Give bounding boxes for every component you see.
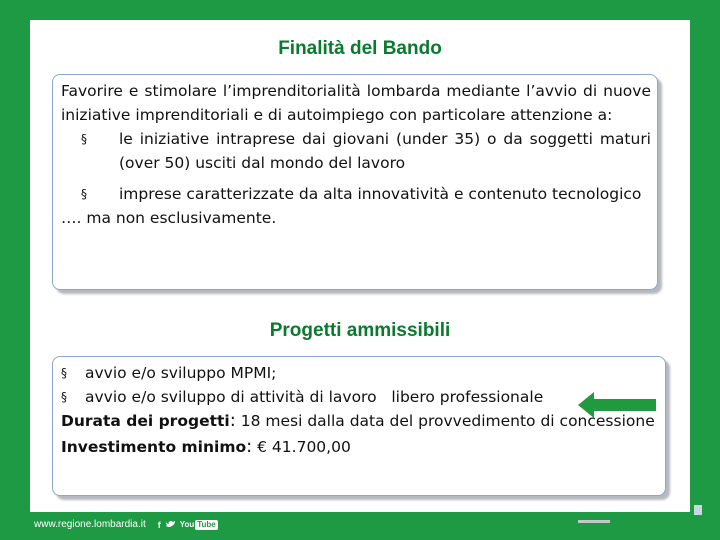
left-arrow-icon (578, 390, 658, 420)
page-marker (694, 505, 702, 515)
investment-value: € 41.700,00 (252, 438, 351, 456)
bullet-text: le iniziative intraprese dai giovani (under 35) o da soggetti maturi (over 50) usciti dal mondo del lavoro (119, 130, 651, 172)
duration-value: 18 mesi dalla data del provvedimento di concessione (235, 412, 655, 430)
bullet-marker: § (81, 132, 87, 146)
finalita-box (52, 74, 658, 290)
slide (30, 20, 690, 512)
footer (34, 519, 218, 530)
title-progetti: Progetti ammissibili (269, 320, 451, 341)
twitter-icon[interactable] (165, 520, 176, 529)
investment-line (61, 435, 659, 459)
bullet-marker: § (61, 366, 67, 380)
duration-colon: : (229, 410, 236, 431)
duration-label: Durata dei progetti (61, 412, 230, 430)
finalita-closing: …. ma non esclusivamente. (61, 209, 277, 227)
facebook-icon[interactable]: f (157, 519, 161, 530)
title-finalita: Finalità del Bando (278, 38, 442, 59)
bullet-marker: § (61, 390, 67, 404)
list-item (61, 385, 659, 409)
footer-url[interactable]: www.regione.lombardia.it (34, 519, 146, 530)
finalita-intro: Favorire e stimolare l’imprenditorialità lombarda mediante l’avvio di nuove iniziative imprenditoriali e di autoimpiego con particolare attenzione a: (61, 82, 651, 124)
investment-label: Investimento minimo (61, 438, 247, 456)
divider (578, 520, 610, 523)
progetti-box (52, 356, 666, 496)
bullet-text: imprese caratterizzate da alta innovatività e contenuto tecnologico (119, 185, 642, 203)
duration-line (61, 409, 659, 433)
youtube-icon[interactable]: You Tube (179, 519, 216, 529)
bullet-text: avvio e/o sviluppo MPMI; (85, 364, 277, 382)
list-item (81, 127, 651, 175)
bullet-marker: § (81, 187, 87, 201)
investment-colon: : (246, 436, 253, 457)
list-item (61, 361, 659, 385)
bullet-text: avvio e/o sviluppo di attività di lavoro libero professionale (85, 388, 544, 406)
list-item (81, 182, 651, 206)
